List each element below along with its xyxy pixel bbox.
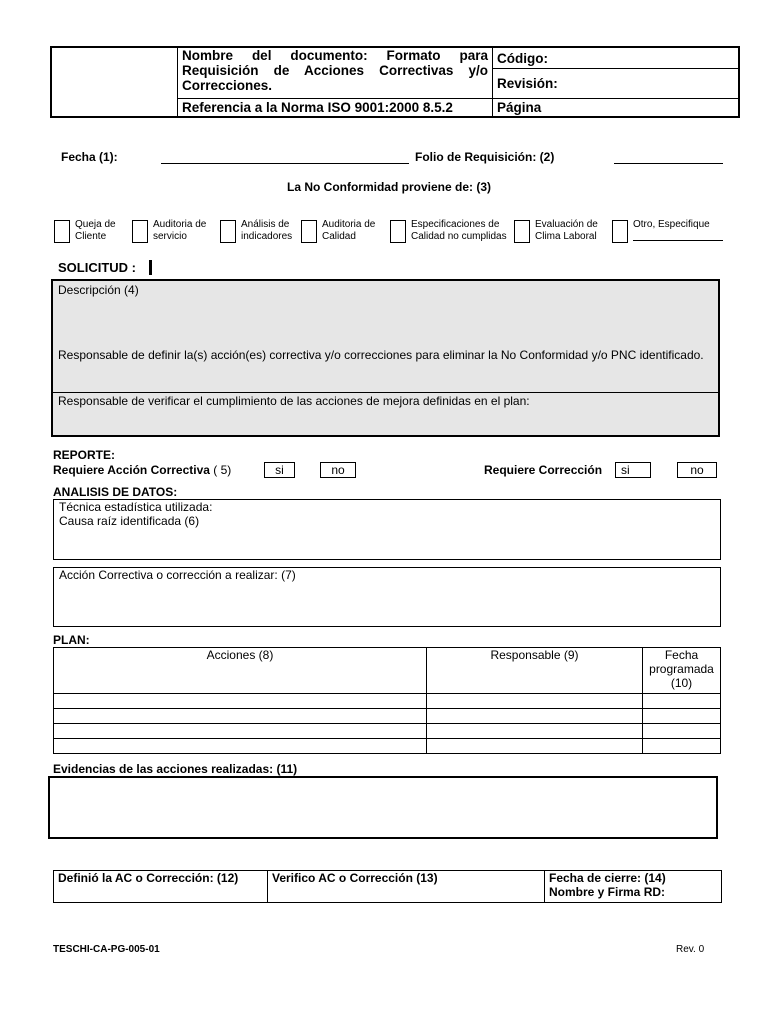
document-name: Nombre del documento: Formato para Requisición de Acciones Correctivas y/o Correcciones. [178,47,493,98]
causa-label: Causa raíz identificada (6) [59,514,200,528]
responsable-definir-label: Responsable de definir la(s) acción(es) correctiva y/o correcciones para eliminar la No Conformidad y/o PNC identificado. [58,348,704,362]
origen-title: La No Conformidad proviene de: (3) [286,180,491,194]
checkbox-clima-laboral[interactable] [514,220,530,243]
responsable-verificar-label: Responsable de verificar el cumplimiento de las acciones de mejora definidas en el plan: [58,394,530,408]
footer-rev: Rev. 0 [676,944,705,955]
firmas-table [53,870,722,903]
col-acciones: Acciones (8) [54,648,427,694]
codigo-label: Código: [493,47,740,69]
otro-field[interactable] [633,240,723,241]
option-queja-label: Queja de Cliente [75,219,116,242]
pagina-label: Página [493,98,740,117]
option-analisis-indicadores-label: Análisis de indicadores [241,219,293,242]
footer-code: TESCHI-CA-PG-005-01 [53,944,160,955]
table-row[interactable] [54,724,721,739]
folio-field[interactable] [614,163,723,164]
checkbox-auditoria-calidad[interactable] [301,220,317,243]
analisis-title: ANALISIS DE DATOS: [53,485,178,499]
col-fecha-programada: Fecha programada (10) [643,648,721,694]
revision-label: Revisión: [493,69,740,99]
option-otro-label: Otro, Especifique [633,219,710,230]
correccion-si-box[interactable]: si [615,462,651,478]
table-row[interactable] [54,694,721,709]
option-clima-laboral-label: Evaluación de Clima Laboral [535,219,598,242]
table-row[interactable] [54,709,721,724]
evidencias-title: Evidencias de las acciones realizadas: (11) [53,762,298,776]
evidencias-box[interactable] [48,776,718,839]
correccion-label: Requiere Corrección [484,463,603,477]
plan-table [53,647,721,754]
cierre-cell[interactable]: Fecha de cierre: (14) Nombre y Firma RD: [545,871,722,903]
descripcion-field[interactable] [53,281,718,345]
option-auditoria-servicio-label: Auditoria de servicio [153,219,207,242]
solicitud-title: SOLICITUD : [58,260,136,275]
plan-header-row [54,648,721,694]
checkbox-queja[interactable] [54,220,70,243]
checkbox-especificaciones[interactable] [390,220,406,243]
checkbox-otro[interactable] [612,220,628,243]
fecha-label: Fecha (1): [61,150,118,164]
accion-realizar-label: Acción Correctiva o corrección a realizar: (7) [59,568,296,582]
logo-cell [51,47,178,117]
solicitud-divider [53,392,718,393]
analisis-box[interactable] [53,499,721,560]
verifico-cell[interactable]: Verifico AC o Corrección (13) [268,871,545,903]
option-auditoria-calidad-label: Auditoria de Calidad [322,219,376,242]
accion-no-box[interactable]: no [320,462,356,478]
accion-si-box[interactable]: si [264,462,295,478]
document-header [50,46,740,118]
correccion-no-box[interactable]: no [677,462,717,478]
text-cursor [149,260,152,275]
norma-reference: Referencia a la Norma ISO 9001:2000 8.5.2 [178,98,493,117]
table-row[interactable] [54,739,721,754]
option-especificaciones-label: Especificaciones de Calidad no cumplidas [411,219,507,242]
col-responsable: Responsable (9) [427,648,643,694]
plan-title: PLAN: [53,633,90,647]
descripcion-label: Descripción (4) [58,283,139,297]
definio-cell[interactable]: Definió la AC o Corrección: (12) [54,871,268,903]
reporte-title: REPORTE: [53,448,116,462]
tecnica-label: Técnica estadística utilizada: [59,500,213,514]
folio-label: Folio de Requisición: (2) [415,150,555,164]
fecha-field[interactable] [161,163,409,164]
accion-correctiva-label: Requiere Acción Correctiva ( 5) [53,463,232,477]
accion-realizar-box[interactable] [53,567,721,627]
solicitud-box [51,279,720,437]
checkbox-auditoria-servicio[interactable] [132,220,148,243]
checkbox-analisis-indicadores[interactable] [220,220,236,243]
